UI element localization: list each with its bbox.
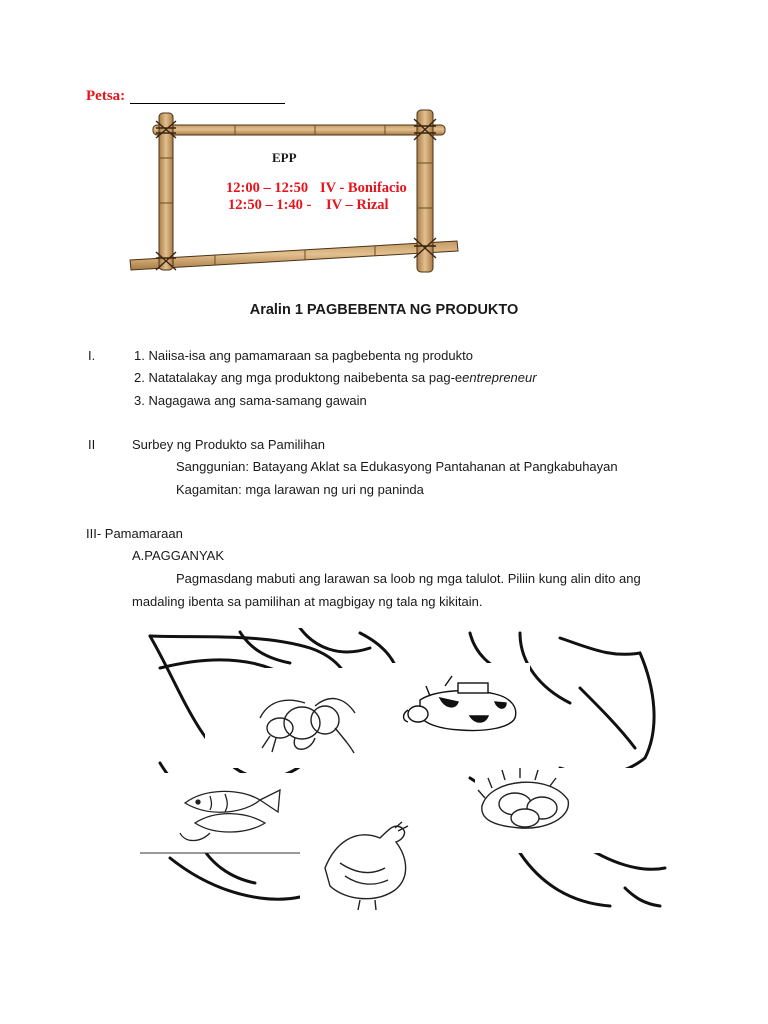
sanggunian-line: Sanggunian: Batayang Aklat sa Edukasyong Pantahanan at Pangkabuhayan (176, 459, 618, 474)
section-1-numeral: I. (88, 348, 96, 363)
petal-illustration (140, 628, 676, 910)
kagamitan-line: Kagamitan: mga larawan ng uri ng paninda (176, 482, 424, 497)
subject-label: EPP (272, 150, 297, 165)
lesson-title: Aralin 1 PAGBEBENTA NG PRODUKTO (249, 302, 519, 318)
section-2-heading: Surbey ng Produkto sa Pamilihan (132, 437, 325, 452)
schedule-time-1: 12:00 – 12:50 (226, 180, 309, 196)
schedule-section-2: IV – Rizal (326, 197, 389, 213)
section-2-numeral: II (88, 437, 96, 452)
objective-3: 3. Nagagawa ang sama-samang gawain (134, 393, 367, 408)
objective-2-text: 2. Natatalakay ang mga produktong naibebenta sa pag-e (134, 370, 463, 385)
paragraph-line-1: Pagmasdang mabuti ang larawan sa loob ng mga talulot. Piliin kung alin dito ang (176, 571, 641, 586)
schedule-time-2: 12:50 – 1:40 - (228, 197, 312, 213)
section-3-heading: III- Pamamaraan (86, 526, 183, 541)
paragraph-line-2: madaling ibenta sa pamilihan at magbigay ng tala ng kikitain. (132, 594, 483, 609)
schedule-section-1: IV - Bonifacio (320, 180, 407, 196)
objective-1: 1. Naiisa-isa ang pamamaraan sa pagbebenta ng produkto (134, 348, 473, 363)
subsection-a: A.PAGGANYAK (132, 548, 224, 563)
objective-2 (134, 370, 537, 385)
date-label: Petsa: (86, 88, 126, 104)
date-blank-line (130, 103, 285, 104)
objective-2-italic: entrepreneur (462, 370, 537, 385)
